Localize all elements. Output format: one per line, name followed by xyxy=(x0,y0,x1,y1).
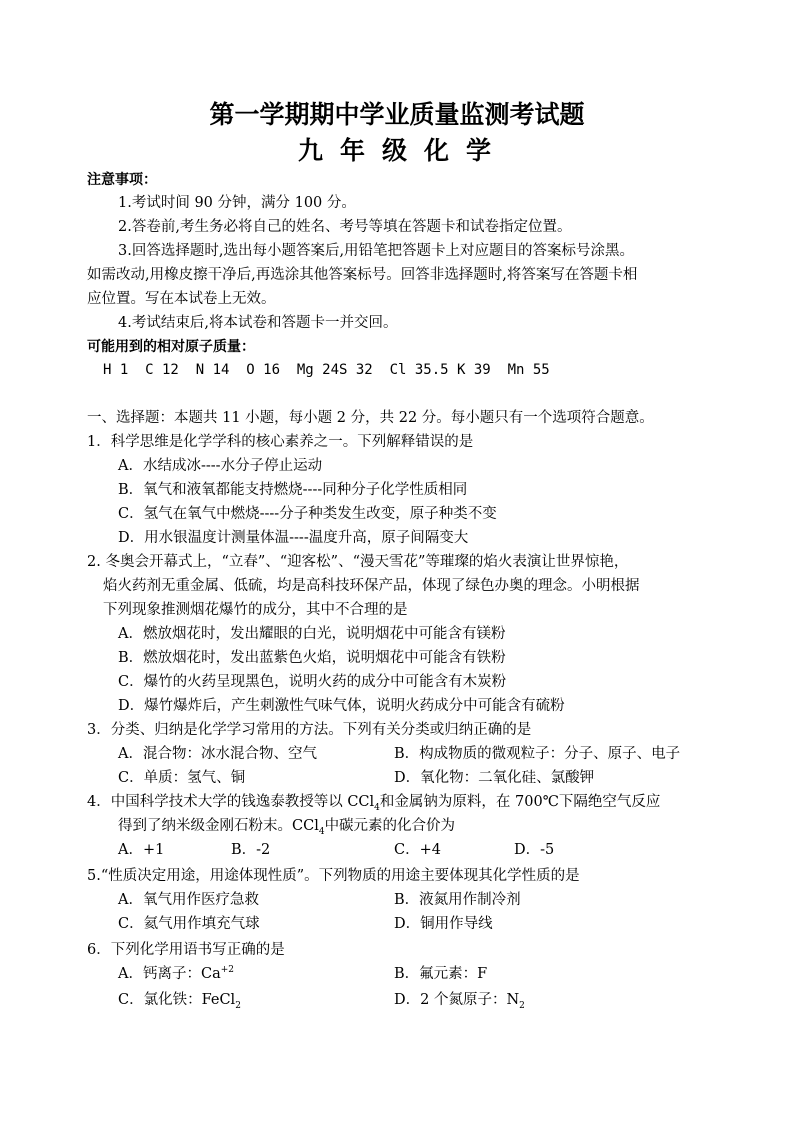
q4-subscript: 4 xyxy=(374,802,380,813)
q4-option-b: B．-2 xyxy=(231,842,271,858)
q6-subscript: 2 xyxy=(519,1000,525,1011)
q2-stem-line1: 2. 冬奥会开幕式上，“立春”、“迎客松”、“漫天雪花”等璀璨的焰火表演让世界惊艳， xyxy=(87,554,629,570)
q5-option-b: B．液氮用作制冷剂 xyxy=(394,892,521,908)
q4-stem-line2-post: 中碳元素的化合价为 xyxy=(324,818,456,834)
q3-stem: 3．分类、归纳是化学学习常用的方法。下列有关分类或归纳正确的是 xyxy=(87,722,532,738)
q4-stem-line1-pre: 4．中国科学技术大学的钱逸泰教授等以 CCl xyxy=(87,794,375,810)
q2-stem-line2: 焰火药剂无重金属、低硫，均是高科技环保产品，体现了绿色办奥的理念。小明根据 xyxy=(103,578,640,594)
q1-option-d: D．用水银温度计测量体温----温度升高，原子间隔变大 xyxy=(118,530,469,546)
q4-stem-line1 xyxy=(87,792,660,812)
notice-item-1: 1.考试时间 90 分钟，满分 100 分。 xyxy=(118,195,356,211)
q6-option-b: B．氟元素：F xyxy=(394,966,488,982)
q2-option-a: A．燃放烟花时，发出耀眼的白光，说明烟花中可能含有镁粉 xyxy=(118,626,506,642)
q2-option-b: B．燃放烟花时，发出蓝紫色火焰，说明烟花中可能含有铁粉 xyxy=(118,650,506,666)
q5-option-d: D．铜用作导线 xyxy=(394,916,493,932)
notice-item-4: 4.考试结束后,将本试卷和答题卡一并交回。 xyxy=(118,315,398,331)
atomic-values: H 1 C 12 N 14 O 16 Mg 24S 32 Cl 35.5 K 39 Mn 55 xyxy=(103,362,550,378)
q4-option-c: C．+4 xyxy=(394,842,441,858)
q4-option-d: D．-5 xyxy=(514,842,555,858)
notice-item-2: 2.答卷前,考生务必将自己的姓名、考号等填在答题卡和试卷指定位置。 xyxy=(118,219,572,235)
q6-option-a-text: A．钙离子：Ca xyxy=(118,966,221,982)
q6-option-c-text: C．氯化铁：FeCl xyxy=(118,992,236,1008)
section-heading: 一、选择题：本题共 11 小题，每小题 2 分，共 22 分。每小题只有一个选项符合题意。 xyxy=(87,410,654,426)
q3-option-a: A．混合物：冰水混合物、空气 xyxy=(118,746,317,762)
q6-option-d-text: D．2 个氮原子：N xyxy=(394,992,520,1008)
q6-superscript: +2 xyxy=(220,965,234,976)
notice-item-3: 3.回答选择题时,选出每小题答案后,用铅笔把答题卡上对应题目的答案标号涂黑。 xyxy=(118,243,635,259)
notice-item-3-end: 应位置。写在本试卷上无效。 xyxy=(87,291,276,307)
q6-option-d xyxy=(394,990,525,1010)
q1-option-b: B．氧气和液氧都能支持燃烧----同种分子化学性质相同 xyxy=(118,482,468,498)
q5-option-a: A．氧气用作医疗急救 xyxy=(118,892,259,908)
q5-stem: 5.“性质决定用途，用途体现性质”。下列物质的用途主要体现其化学性质的是 xyxy=(87,868,580,884)
q2-option-d: D．爆竹爆炸后，产生刺激性气味气体，说明火药成分中可能含有硫粉 xyxy=(118,698,565,714)
q3-option-d: D．氧化物：二氧化硅、氯酸钾 xyxy=(394,770,595,786)
q6-option-c xyxy=(118,990,241,1010)
atomic-heading: 可能用到的相对原子质量： xyxy=(87,339,255,355)
q6-stem: 6．下列化学用语书写正确的是 xyxy=(87,942,285,958)
q4-stem-line2 xyxy=(118,816,455,836)
q5-option-c: C．氦气用作填充气球 xyxy=(118,916,260,932)
q3-option-b: B．构成物质的微观粒子：分子、原子、电子 xyxy=(394,746,681,762)
q2-option-c: C．爆竹的火药呈现黑色，说明火药的成分中可能含有木炭粉 xyxy=(118,674,507,690)
q1-stem: 1．科学思维是化学学科的核心素养之一。下列解释错误的是 xyxy=(87,434,474,450)
q4-option-a: A．+1 xyxy=(118,842,165,858)
q6-option-a xyxy=(118,964,234,984)
q1-option-c: C．氢气在氧气中燃烧----分子种类发生改变，原子种类不变 xyxy=(118,506,497,522)
exam-title: 第一学期期中学业质量监测考试题 xyxy=(209,100,585,129)
q4-subscript: 4 xyxy=(318,826,325,837)
exam-subtitle: 九年级化学 xyxy=(297,136,508,165)
q6-subscript: 2 xyxy=(235,1000,241,1011)
q4-stem-line1-post: 和金属钠为原料，在 700℃下隔绝空气反应 xyxy=(379,794,661,810)
notice-item-3-cont: 如需改动,用橡皮擦干净后,再选涂其他答案标号。回答非选择题时,将答案写在答题卡相 xyxy=(87,267,638,283)
q3-option-c: C．单质：氢气、铜 xyxy=(118,770,246,786)
q2-stem-line3: 下列现象推测烟花爆竹的成分，其中不合理的是 xyxy=(103,602,408,618)
q4-stem-line2-pre: 得到了纳米级金刚石粉末。CCl xyxy=(118,818,319,834)
q1-option-a: A．水结成冰----水分子停止运动 xyxy=(118,458,323,474)
notice-heading: 注意事项： xyxy=(87,172,157,188)
